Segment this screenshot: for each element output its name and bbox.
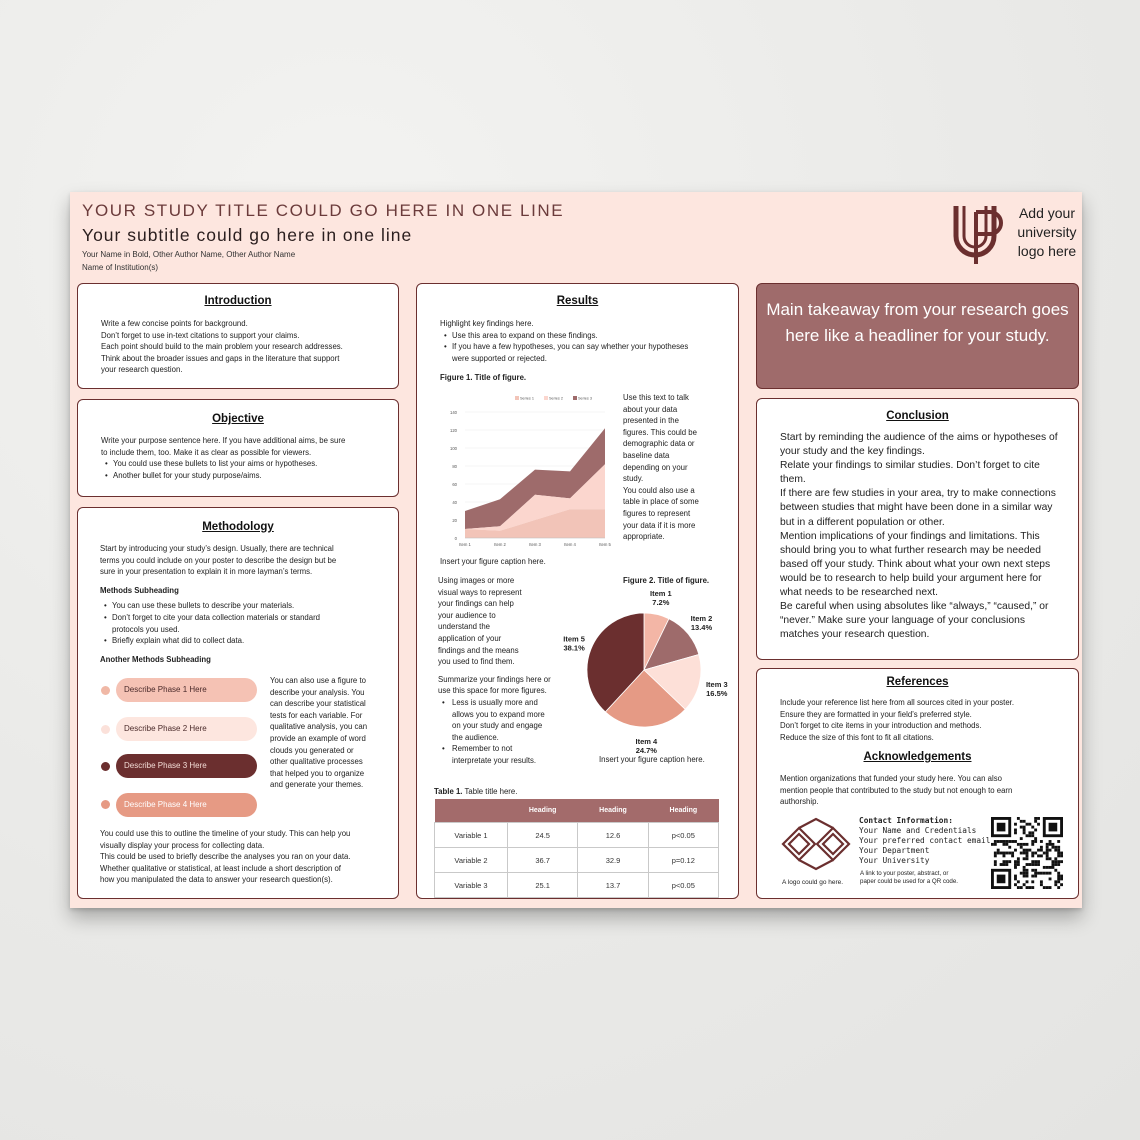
- methodology-intro: Start by introducing your study’s design. Usually, there are technical terms you could include on your poster to describe the design but be sure in your presentation to explain it in more layman’s terms. Methods Subheading • You can use these bullets to describe your materials. • Don’t forget to cite your data collection materials or standard protocols you used. • Briefly explain what did to collect data. Another Methods Subheading: [100, 543, 336, 665]
- results-intro: Highlight key findings here. • Use this area to expand on these findings. • If you have a few hypotheses, you can say whether your hypotheses were supported or rejected.: [440, 318, 688, 364]
- pie-label: Item 2: [690, 613, 713, 623]
- y-tick-label: 140: [450, 410, 457, 415]
- figure-2-caption: Insert your figure caption here.: [599, 755, 705, 764]
- introduction-text: Write a few concise points for background. Don’t forget to use in-text citations to support your claims. Each point should build to the main problem your research addresses. Think about the broader issues and gaps in the literature that support your research question.: [101, 319, 343, 375]
- x-tick-label: Item 2: [494, 542, 506, 547]
- table-row: Variable 1 24.5 12.6 p<0.05: [435, 823, 719, 848]
- y-tick-label: 20: [452, 518, 457, 523]
- methods-subheading: Methods Subheading: [100, 585, 179, 595]
- organization-logo-icon: [779, 817, 853, 871]
- pie-value-label: 13.4%: [690, 622, 713, 632]
- poster-title: YOUR STUDY TITLE COULD GO HERE IN ONE LINE: [82, 201, 565, 220]
- pie-value-label: 7.2%: [652, 597, 670, 607]
- pie-label: Item 4: [635, 736, 658, 746]
- introduction-section: [77, 283, 399, 389]
- qr-code-icon[interactable]: [991, 817, 1063, 889]
- methodology-section: [77, 507, 399, 899]
- phase-3-dot: [101, 762, 110, 771]
- author-names: Your Name in Bold, Other Author Name, Other Author Name: [82, 250, 296, 259]
- phase-1-pill: Describe Phase 1 Here: [116, 678, 257, 702]
- contact-information: Contact Information: Your Name and Credentials Your preferred contact email Your Department Your University: [859, 816, 991, 865]
- results-table: [434, 799, 719, 898]
- phase-4-pill: Describe Phase 4 Here: [116, 793, 257, 817]
- phase-2-pill: Describe Phase 2 Here: [116, 717, 257, 741]
- references-list: Include your reference list here from all sources cited in your poster. Ensure they are formatted in your field’s preferred style. Don’t forget to cite items in your introduction and methods. Reduce the size of this font to fit all citations.: [780, 698, 1015, 742]
- figure-1-side-text: Use this text to talk about your data presented in the figures. This could be demographic data or baseline data depending on your study. You could also use a table in place of some figures to represent your data if it is more appropriate.: [623, 393, 699, 542]
- y-tick-label: 100: [450, 446, 457, 451]
- references-section: [756, 668, 1079, 899]
- objective-text: Write your purpose sentence here. If you have additional aims, be sure to include them, too. Make it as clear as possible for viewers. • You could use these bullets to list your aims or hypotheses. • Another bullet for your study purpose/aims.: [101, 435, 345, 481]
- y-tick-label: 0: [454, 536, 457, 541]
- table-header: Heading: [508, 799, 578, 823]
- legend-swatch: [573, 396, 577, 400]
- phase-2-dot: [101, 725, 110, 734]
- table-header: Heading: [648, 799, 718, 823]
- university-logo-icon: [950, 198, 1008, 266]
- phase-3-pill: Describe Phase 3 Here: [116, 754, 257, 778]
- conclusion-text: Start by reminding the audience of the aims or hypotheses of your study and the key findings. Relate your findings to similar studies. Don’t forget to cite them. If there are few studies in your area, try to make connections between studies that might have been done in a similar way but in a different population or other. Mention implications of your findings and limitations. This should bring you to what further research may be needed based off your study. Think about what your own next steps would be to research to help build your argument here for what needs to be researched next. Be careful when using absolutes like “always,” “caused,” or “never.” Make sure your language of your conclusions matches your research question.: [780, 432, 1058, 641]
- table-row: Variable 2 36.7 32.9 p=0.12: [435, 848, 719, 873]
- x-tick-label: Item 3: [529, 542, 541, 547]
- qr-caption: A link to your poster, abstract, or paper could be used for a QR code.: [860, 870, 959, 885]
- acknowledgements-heading: Acknowledgements: [863, 751, 972, 763]
- table-1-title: Table 1. Table title here.: [434, 787, 518, 796]
- logo-caption: A logo could go here.: [782, 879, 844, 886]
- figure-1-title: Figure 1. Title of figure.: [440, 373, 527, 382]
- y-tick-label: 80: [452, 464, 457, 469]
- poster: [70, 192, 1082, 908]
- conclusion-heading: Conclusion: [886, 410, 949, 422]
- x-tick-label: Item 1: [459, 542, 471, 547]
- pie-value-label: 38.1%: [563, 643, 585, 653]
- pie-value-label: 24.7%: [635, 745, 657, 755]
- legend-label: Series 1: [520, 396, 534, 401]
- y-tick-label: 40: [452, 500, 457, 505]
- conclusion-section: [756, 398, 1079, 660]
- results-section: [416, 283, 739, 899]
- poster-subtitle: Your subtitle could go here in one line: [82, 225, 413, 245]
- main-takeaway-banner: Main takeaway from your research goes here like a headliner for your study.: [756, 283, 1079, 389]
- figure-1-area-chart: [433, 390, 613, 554]
- results-visual-text: Using images or more visual ways to represent your findings can help your audience to understand the application of your findings and the means you used to find them. Summarize your findings here or use this space for more figures. • Less is usually more and allows you to expand more on your study and engage the audience. • Remember to not interpretate your results.: [438, 575, 551, 767]
- methodology-heading: Methodology: [202, 521, 274, 533]
- methodology-figure-text: You can also use a figure to describe your analysis. You can describe your statistical tests for each variable. For qualitative analysis, you can provide an example of word clouds you generated or other qualitative processes that helped you to organize and generate your themes.: [270, 676, 368, 790]
- table-header: [435, 799, 508, 823]
- figure-2-pie-chart: [537, 584, 737, 755]
- pie-label: Item 5: [563, 634, 585, 644]
- phase-4-dot: [101, 800, 110, 809]
- introduction-heading: Introduction: [204, 295, 272, 307]
- table-header: Heading: [578, 799, 648, 823]
- x-tick-label: Item 4: [564, 542, 576, 547]
- legend-swatch: [515, 396, 519, 400]
- figure-2-title: Figure 2. Title of figure.: [623, 576, 710, 585]
- figure-1-caption: Insert your figure caption here.: [440, 557, 546, 566]
- phase-1-dot: [101, 686, 110, 695]
- results-heading: Results: [556, 295, 599, 307]
- table-row: Variable 3 25.1 13.7 p<0.05: [435, 873, 719, 898]
- pie-label: Item 1: [649, 588, 672, 598]
- logo-placeholder-text: Add your university logo here: [1017, 205, 1077, 259]
- pie-value-label: 16.5%: [706, 689, 728, 699]
- table-header-row: [435, 799, 719, 823]
- another-methods-subheading: Another Methods Subheading: [100, 654, 211, 664]
- y-tick-label: 120: [450, 428, 457, 433]
- legend-label: Series 3: [578, 396, 592, 401]
- objective-heading: Objective: [212, 413, 264, 425]
- institution-names: Name of Institution(s): [82, 263, 159, 272]
- methodology-outro: You could use this to outline the timeline of your study. This can help you visually display your process for collecting data. This could be used to briefly describe the analyses you ran on your data. Whether qualitative or statistical, at least include a short description of how you manipulated the data to answer your research question(s).: [100, 829, 351, 885]
- y-tick-label: 60: [452, 482, 457, 487]
- references-heading: References: [886, 676, 949, 688]
- legend-swatch: [544, 396, 548, 400]
- pie-label: Item 3: [705, 680, 728, 690]
- objective-section: [77, 399, 399, 497]
- acknowledgements-text: Mention organizations that funded your study here. You can also mention people that contributed to the study but not enough to earn authorship.: [780, 774, 1013, 807]
- legend-label: Series 2: [549, 396, 563, 401]
- x-tick-label: Item 5: [599, 542, 611, 547]
